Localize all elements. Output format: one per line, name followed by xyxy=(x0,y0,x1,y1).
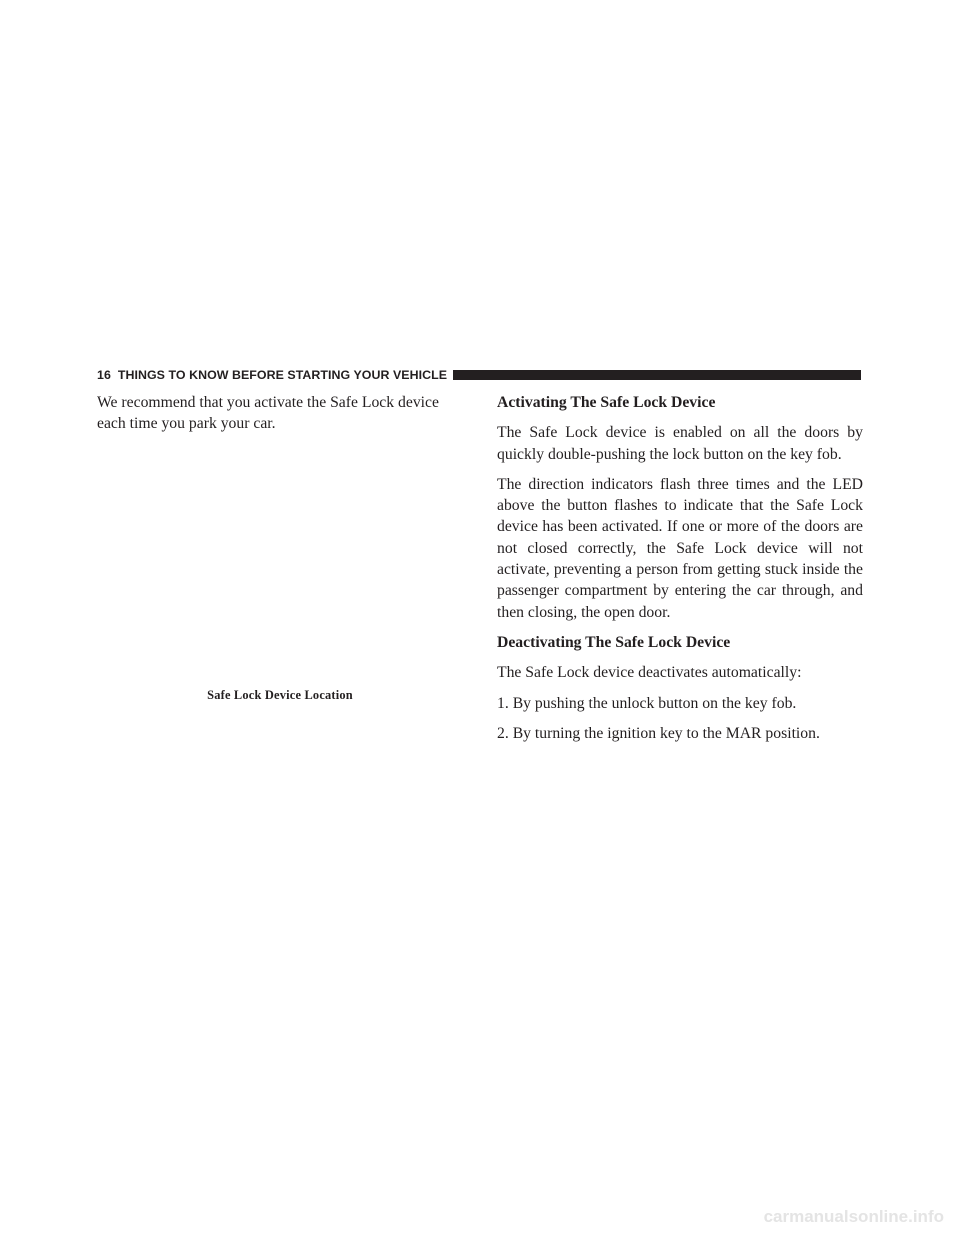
paragraph-enabled: The Safe Lock device is enabled on all the doors by quickly double-pushing the lock button on the key fob. xyxy=(497,424,863,463)
left-column xyxy=(97,392,463,444)
watermark: carmanualsonline.info xyxy=(763,1207,944,1226)
right-column xyxy=(497,392,863,753)
heading-deactivating: Deactivating The Safe Lock Device xyxy=(497,633,731,651)
figure-area xyxy=(97,450,463,678)
running-header xyxy=(97,367,447,383)
paragraph-indicators: The direction indicators flash three times and the LED above the button flashes to indicate that the Safe Lock device has been activated. If one or more of the doors are not closed correctly, the Safe Lock device will not activate, preventing a person from getting stuck inside the passenger compartment by entering the car through, and then closing, the open door. xyxy=(497,475,863,621)
step-1: 1. By pushing the unlock button on the key fob. xyxy=(497,694,797,712)
step-2: 2. By turning the ignition key to the MAR position. xyxy=(497,724,820,742)
page-number: 16 xyxy=(97,368,111,382)
header-rule xyxy=(453,370,861,380)
intro-paragraph: We recommend that you activate the Safe Lock device each time you park your car. xyxy=(97,394,439,433)
paragraph-auto: The Safe Lock device deactivates automatically: xyxy=(497,664,802,682)
section-title: THINGS TO KNOW BEFORE STARTING YOUR VEHICLE xyxy=(117,368,448,382)
figure-caption: Safe Lock Device Location xyxy=(207,688,353,702)
heading-activating: Activating The Safe Lock Device xyxy=(497,394,716,411)
page-header xyxy=(97,367,861,383)
